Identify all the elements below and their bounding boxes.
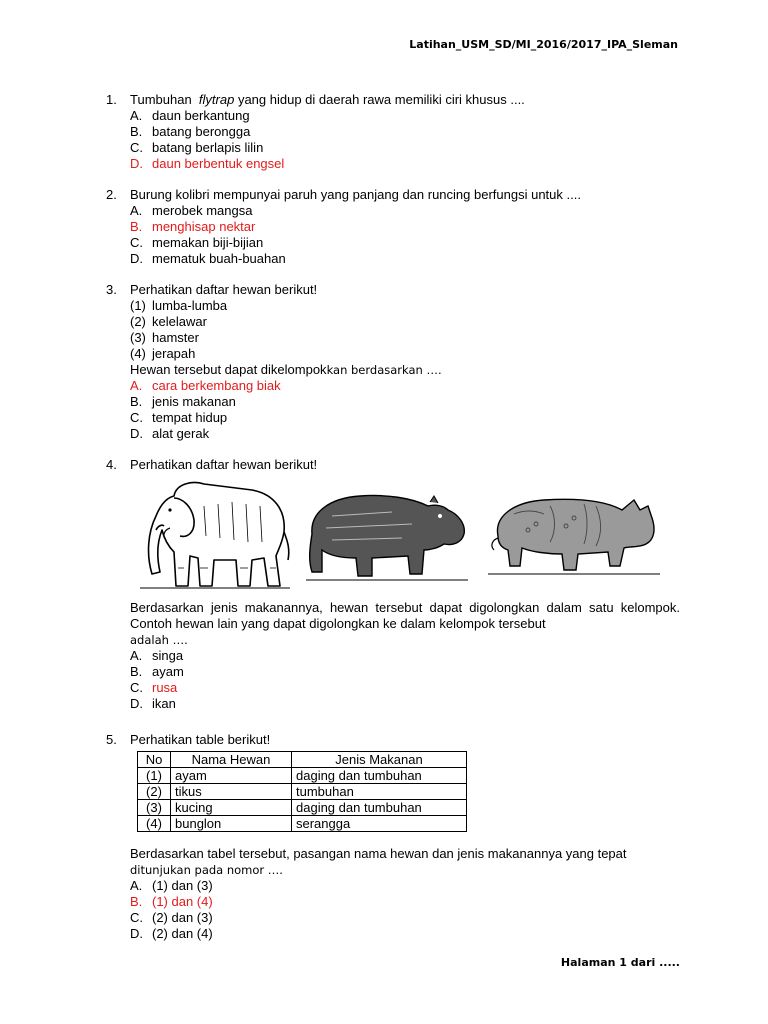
question-paragraph: Berdasarkan tabel tersebut, pasangan nama hewan dan jenis makanannya yang tepat (130, 846, 627, 861)
option-a: A. (1) dan (3) (130, 878, 213, 893)
list-item: (1) lumba-lumba (130, 298, 228, 313)
question-number: 1. (106, 92, 117, 107)
list-item: (3) hamster (130, 330, 199, 345)
table-row: (1) ayam daging dan tumbuhan (138, 768, 467, 784)
option-d: D. (2) dan (4) (130, 926, 213, 941)
table-row: (3) kucing daging dan tumbuhan (138, 800, 467, 816)
list-item: (4) jerapah (130, 346, 196, 361)
option-d-answer: D. daun berbentuk engsel (130, 156, 285, 171)
table-row: (2) tikus tumbuhan (138, 784, 467, 800)
question-paragraph: Berdasarkan jenis makanannya, hewan tersebut dapat digolongkan dalam satu kelompok. Contoh hewan lain yang dapat digolongkan ke dalam kelompok tersebut (130, 600, 680, 631)
question-stem: Perhatikan daftar hewan berikut! (130, 457, 318, 472)
question-paragraph-end: adalah …. (130, 633, 188, 647)
question-stem-2: Hewan tersebut dapat dikelompokkan berdasarkan …. (130, 362, 442, 377)
question-number: 4. (106, 457, 117, 472)
hippopotamus-illustration (302, 476, 472, 594)
question-3 (106, 282, 680, 442)
option-a: A. singa (130, 648, 184, 663)
option-a-answer: A. cara berkembang biak (130, 378, 281, 393)
option-b-answer: B. (1) dan (4) (130, 894, 213, 909)
option-b: B. batang berongga (130, 124, 251, 139)
option-d: D. ikan (130, 696, 176, 711)
option-b-answer: B. menghisap nektar (130, 219, 256, 234)
option-a: A. daun berkantung (130, 108, 250, 123)
option-b: B. ayam (130, 664, 184, 679)
option-d: D. mematuk buah-buahan (130, 251, 286, 266)
option-c: C. (2) dan (3) (130, 910, 213, 925)
animal-food-table (137, 751, 467, 832)
question-number: 5. (106, 732, 117, 747)
option-d: D. alat gerak (130, 426, 210, 441)
question-stem: Perhatikan table berikut! (130, 732, 271, 747)
option-c: C. tempat hidup (130, 410, 228, 425)
option-b: B. jenis makanan (130, 394, 236, 409)
option-c: C. rusa (130, 680, 178, 695)
option-c: C. memakan biji-bijian (130, 235, 264, 250)
animal-illustrations (130, 476, 680, 596)
question-5 (106, 732, 680, 942)
question-4 (106, 457, 680, 712)
question-number: 2. (106, 187, 117, 202)
table-row: (4) bunglon serangga (138, 816, 467, 832)
question-stem: Perhatikan daftar hewan berikut! (130, 282, 318, 297)
list-item: (2) kelelawar (130, 314, 207, 329)
page-footer: Halaman 1 dari ..... (560, 956, 680, 969)
question-stem: Burung kolibri mempunyai paruh yang panjang dan runcing berfungsi untuk .... (130, 187, 581, 202)
document-header: Latihan_USM_SD/MI_2016/2017_IPA_Sleman (409, 38, 678, 51)
table-header-row: No Nama Hewan Jenis Makanan (138, 752, 467, 768)
question-2 (106, 187, 680, 267)
option-c: C. batang berlapis lilin (130, 140, 264, 155)
elephant-illustration (134, 476, 294, 594)
question-paragraph-end: ditunjukan pada nomor …. (130, 863, 283, 877)
question-number: 3. (106, 282, 117, 297)
question-stem: Tumbuhan flytrap yang hidup di daerah rawa memiliki ciri khusus .... (130, 92, 525, 107)
answer-text: rusa (152, 680, 178, 695)
question-1 (106, 92, 680, 172)
rhinoceros-illustration (484, 476, 664, 594)
stem-emphasis: flytrap (198, 92, 235, 107)
option-a: A. merobek mangsa (130, 203, 253, 218)
